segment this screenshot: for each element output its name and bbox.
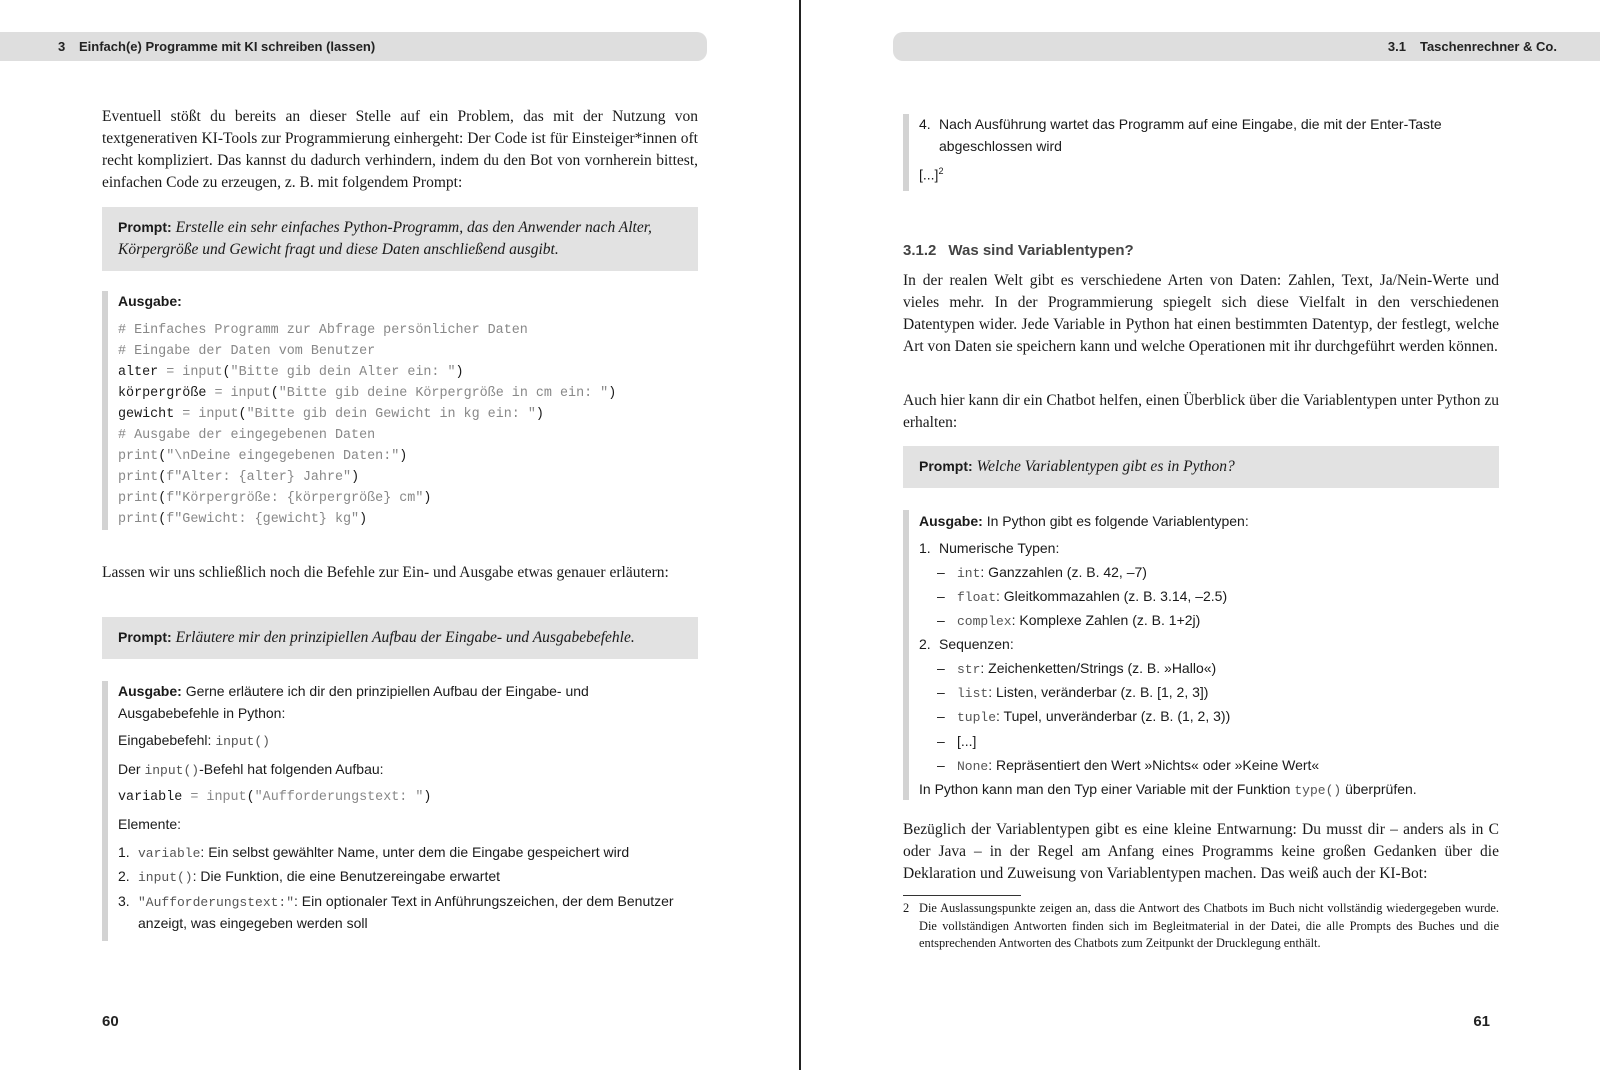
chapter-number: 3 bbox=[58, 39, 66, 54]
output-label: Ausgabe: bbox=[118, 293, 182, 309]
list-item: – complex: Komplexe Zahlen (z. B. 1+2j) bbox=[937, 612, 1201, 630]
footnote bbox=[903, 900, 1499, 953]
text: überprüfen. bbox=[1341, 781, 1417, 798]
eingabe-label: Eingabebefehl: bbox=[118, 732, 216, 748]
elements-list bbox=[118, 842, 693, 935]
list-item: 3. "Aufforderungstext:": Ein optionaler Text in Anführungszeichen, der dem Benutzer anzeigt, was eingegeben werden soll bbox=[118, 892, 674, 931]
section-title: Was sind Variablentypen? bbox=[948, 242, 1134, 259]
type-list bbox=[919, 537, 1499, 560]
list-item: – tuple: Tupel, unveränderbar (z. B. (1, 2, 3)) bbox=[937, 708, 1231, 726]
output-block bbox=[903, 510, 1499, 800]
footnote-number: 2 bbox=[903, 901, 910, 915]
page-number: 60 bbox=[102, 1013, 119, 1030]
output-label: Ausgabe: bbox=[118, 683, 182, 699]
code-line: # Eingabe der Daten vom Benutzer bbox=[118, 343, 376, 359]
text: In Python kann man den Typ einer Variable mit der Funktion bbox=[919, 781, 1295, 798]
prompt-label: Prompt: bbox=[919, 458, 973, 474]
section-title: Taschenrechner & Co. bbox=[1419, 39, 1557, 54]
list-item: 2. input(): Die Funktion, die eine Benutzereingabe erwartet bbox=[118, 868, 501, 885]
inline-code: type() bbox=[1294, 783, 1342, 799]
prompt-text: Erstelle ein sehr einfaches Python-Programm, das den Anwender nach Alter, Körpergröße und Gewicht fragt und diese Daten anschließend ausgibt. bbox=[118, 219, 652, 258]
prompt-label: Prompt: bbox=[118, 219, 172, 235]
section-number: 3.1 bbox=[1387, 39, 1406, 54]
list-item: – int: Ganzzahlen (z. B. 42, –7) bbox=[937, 563, 1147, 581]
output-label: Ausgabe: bbox=[919, 513, 983, 529]
output-intro: In Python gibt es folgende Variablentypen: bbox=[986, 513, 1249, 529]
list-item: – None: Repräsentiert den Wert »Nichts« oder »Keine Wert« bbox=[937, 756, 1320, 774]
footnote-text: Die Auslassungspunkte zeigen an, dass die Antwort des Chatbots im Buch nicht vollständig wiedergegeben wurde. Die vollständigen Antworten finden sich im Begleitmaterial in der Datei, die alle Prompts des Buches und die entsprechenden Antworten des Chatbots zum Zeitpunkt der Drucklegung enthält. bbox=[919, 901, 1499, 950]
code-line: # Ausgabe der eingegebenen Daten bbox=[118, 427, 376, 443]
paragraph: Bezüglich der Variablentypen gibt es eine kleine Entwarnung: Du musst dir – anders als in C oder Java – in der Regel am Anfang eines Programms keine großen Gedanken über die Deklaration und Zuweisung von Variablentypen machen. Das weiß auch der KI-Bot: bbox=[903, 821, 1499, 882]
prompt-label: Prompt: bbox=[118, 629, 172, 645]
list-item: 1. variable: Ein selbst gewählter Name, unter dem die Eingabe gespeichert wird bbox=[118, 843, 630, 861]
prompt-text: Welche Variablentypen gibt es in Python? bbox=[976, 458, 1235, 475]
syntax-code: variable = input("Aufforderungstext: ") bbox=[118, 790, 432, 805]
ellipsis: [...]$^2$ bbox=[919, 166, 944, 183]
code-line: # Einfaches Programm zur Abfrage persönlicher Daten bbox=[118, 322, 528, 338]
page-number: 61 bbox=[1473, 1013, 1490, 1030]
prompt-box bbox=[903, 446, 1499, 488]
output-block bbox=[102, 681, 698, 941]
code-line: gewicht = input("Bitte gib dein Gewicht in kg ein: ") bbox=[118, 406, 544, 422]
inline-code: input() bbox=[144, 762, 200, 778]
text: Der bbox=[118, 760, 145, 777]
chapter-title: Einfach(e) Programme mit KI schreiben (lassen) bbox=[79, 39, 376, 54]
prompt-box bbox=[102, 617, 698, 659]
elements-label: Elemente: bbox=[118, 816, 182, 832]
list-item: – [...] bbox=[937, 732, 977, 749]
code-line: print("\nDeine eingegebenen Daten:") bbox=[118, 448, 408, 464]
code-line: print(f"Körpergröße: {körpergröße} cm") bbox=[118, 490, 432, 506]
intro-paragraph: Eventuell stößt du bereits an dieser Stelle auf ein Problem, das mit der Nutzung von textgenerativen KI-Tools zur Programmierung einhergeht: Der Code ist für Einsteiger*innen oft recht kompliziert. Das kannst du dadurch verhindern, indem du den Bot von vornherein bittest, einfachen Code zu erzeugen, z. B. mit folgendem Prompt: bbox=[102, 108, 698, 191]
code-line: print(f"Alter: {alter} Jahre") bbox=[118, 469, 360, 485]
paragraph: Lassen wir uns schließlich noch die Befehle zur Ein- und Ausgabe etwas genauer erläutern: bbox=[102, 564, 669, 581]
list-item: – list: Listen, veränderbar (z. B. [1, 2, 3]) bbox=[937, 684, 1209, 702]
paragraph: Auch hier kann dir ein Chatbot helfen, einen Überblick über die Variablentypen unter Python zu erhalten: bbox=[903, 392, 1499, 431]
list-item: 4. Nach Ausführung wartet das Programm auf eine Eingabe, die mit der Enter-Taste abgeschlossen wird bbox=[919, 116, 1442, 154]
prompt-text: Erläutere mir den prinzipiellen Aufbau der Eingabe- und Ausgabebefehle. bbox=[175, 629, 635, 646]
code-block bbox=[118, 320, 698, 530]
inline-code: input() bbox=[215, 734, 270, 749]
right-page bbox=[801, 0, 1600, 1070]
section-number: 3.1.2 bbox=[903, 242, 937, 259]
list-item: – float: Gleitkommazahlen (z. B. 3.14, –2.5) bbox=[937, 587, 1228, 605]
output-continued bbox=[903, 114, 1499, 191]
list-item: – str: Zeichenketten/Strings (z. B. »Hallo«) bbox=[937, 659, 1217, 677]
running-header bbox=[0, 32, 707, 61]
footnote-rule bbox=[903, 895, 1021, 896]
code-line: körpergröße = input("Bitte gib deine Körpergröße in cm ein: ") bbox=[118, 385, 617, 401]
prompt-box bbox=[102, 207, 698, 271]
running-header bbox=[893, 32, 1600, 61]
paragraph: In der realen Welt gibt es verschiedene Arten von Daten: Zahlen, Text, Ja/Nein-Werte und vieles mehr. In der Programmierung spiegelt sich diese Vielfalt in den verschiedenen Datentypen wider. Jede Variable in Python hat einen bestimmten Datentyp, der festlegt, welche Art von Daten sie speichern kann und welche Operationen mit ihr durchgeführt werden können. bbox=[903, 272, 1499, 355]
list-item: 1. Numerische Typen: bbox=[919, 540, 1060, 557]
footnote-ref: 2 bbox=[938, 166, 944, 176]
section-heading bbox=[903, 242, 1134, 259]
code-line: print(f"Gewicht: {gewicht} kg") bbox=[118, 511, 368, 527]
output-intro: Gerne erläutere ich dir den prinzipiellen Aufbau der Eingabe- und Ausgabebefehle in Python: bbox=[118, 683, 589, 721]
type-list bbox=[919, 633, 1499, 656]
output-block bbox=[102, 291, 698, 530]
list-item: 2. Sequenzen: bbox=[919, 636, 1014, 653]
sub-list bbox=[919, 657, 1499, 778]
text: -Befehl hat folgenden Aufbau: bbox=[199, 760, 384, 777]
code-line: alter = input("Bitte gib dein Alter ein: ") bbox=[118, 364, 464, 380]
sub-list bbox=[919, 561, 1499, 634]
